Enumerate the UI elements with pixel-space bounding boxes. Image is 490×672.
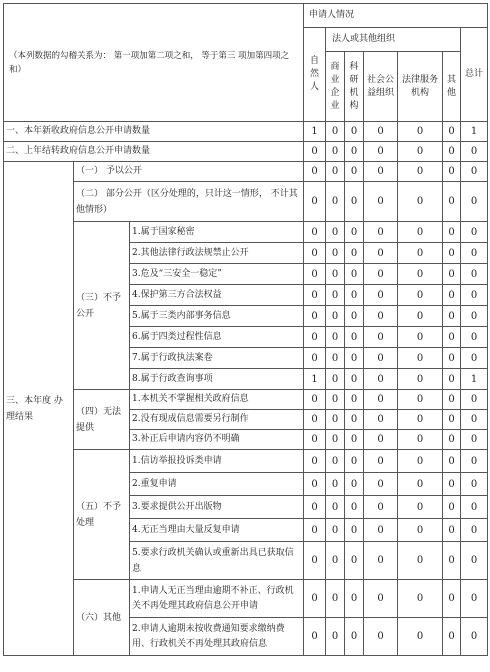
- cell: 0: [304, 222, 326, 243]
- row-label: 3.要求提供公开出版物: [130, 496, 304, 519]
- cell: 0: [345, 243, 364, 264]
- cell: 0: [398, 519, 443, 542]
- row-label: 1.属于国家秘密: [130, 222, 304, 243]
- cell: 0: [443, 542, 461, 580]
- cell: 1: [304, 122, 326, 142]
- cell: 0: [326, 243, 345, 264]
- cell: 0: [326, 580, 345, 618]
- table-row: [4, 162, 488, 182]
- cell: 0: [443, 285, 461, 306]
- cell: 0: [364, 182, 398, 222]
- row-label: 3.补正后申请内容仍不明确: [130, 430, 304, 450]
- cell: 0: [443, 142, 461, 162]
- cell: 0: [443, 162, 461, 182]
- col-natural-person: 自然人: [304, 28, 326, 122]
- row-label: 3.危及“三安全一稳定”: [130, 264, 304, 285]
- cell: 0: [461, 410, 488, 430]
- cell: 0: [398, 222, 443, 243]
- cell: 0: [326, 122, 345, 142]
- cell: 0: [345, 182, 364, 222]
- cell: 0: [461, 580, 488, 618]
- cell: 0: [326, 430, 345, 450]
- table-row: [4, 222, 488, 243]
- cell: 0: [345, 580, 364, 618]
- cell: 0: [364, 264, 398, 285]
- row-label: 4.保护第三方合法权益: [130, 285, 304, 306]
- cell: 0: [461, 618, 488, 656]
- group-4-label: （四）无法提供: [74, 390, 130, 450]
- cell: 0: [304, 618, 326, 656]
- cell: 0: [364, 473, 398, 496]
- row-label: 2.重复申请: [130, 473, 304, 496]
- cell: 0: [304, 519, 326, 542]
- cell: 0: [461, 430, 488, 450]
- cell: 0: [364, 162, 398, 182]
- cell: 0: [364, 519, 398, 542]
- cell: 0: [326, 285, 345, 306]
- cell: 0: [461, 222, 488, 243]
- cell: 0: [443, 430, 461, 450]
- cell: 0: [364, 142, 398, 162]
- cell: 0: [326, 618, 345, 656]
- cell: 0: [326, 182, 345, 222]
- cell: 0: [398, 285, 443, 306]
- cell: 0: [364, 243, 398, 264]
- cell: 0: [364, 542, 398, 580]
- cell: 0: [461, 327, 488, 348]
- cell: 0: [364, 327, 398, 348]
- row-label: 4.无正当理由大量反复申请: [130, 519, 304, 542]
- cell: 0: [398, 122, 443, 142]
- cell: 0: [345, 348, 364, 369]
- row-label: （一） 予以公开: [74, 162, 304, 182]
- col-research: 科研机构: [345, 52, 364, 122]
- cell: 0: [461, 243, 488, 264]
- table-row: [4, 580, 488, 618]
- cell: 0: [304, 542, 326, 580]
- cell: 1: [304, 369, 326, 390]
- cell: 0: [326, 162, 345, 182]
- cell: 0: [398, 430, 443, 450]
- row-label: 8.属于行政查询事项: [130, 369, 304, 390]
- cell: 0: [443, 369, 461, 390]
- cell: 0: [304, 410, 326, 430]
- cell: 1: [461, 369, 488, 390]
- cell: 0: [398, 618, 443, 656]
- cell: 0: [443, 390, 461, 410]
- cell: 0: [443, 410, 461, 430]
- cell: 0: [326, 450, 345, 473]
- cell: 0: [443, 327, 461, 348]
- cell: 0: [398, 580, 443, 618]
- cell: 0: [443, 473, 461, 496]
- cell: 0: [461, 182, 488, 222]
- cell: 0: [398, 182, 443, 222]
- row-label: 二、上年结转政府信息公开申请数量: [4, 142, 304, 162]
- cell: 0: [304, 306, 326, 327]
- cell: 0: [304, 264, 326, 285]
- cell: 0: [345, 369, 364, 390]
- cell: 0: [398, 327, 443, 348]
- cell: 0: [364, 222, 398, 243]
- header-legal-persons: 法人或其他组织: [326, 28, 461, 52]
- cell: 0: [398, 390, 443, 410]
- cell: 0: [443, 122, 461, 142]
- row-label: 1.信访举报投诉类申请: [130, 450, 304, 473]
- cell: 0: [304, 142, 326, 162]
- cell: 0: [304, 390, 326, 410]
- cell: 0: [398, 410, 443, 430]
- cell: 0: [461, 306, 488, 327]
- cell: 0: [443, 450, 461, 473]
- cell: 0: [345, 450, 364, 473]
- cell: 0: [304, 285, 326, 306]
- cell: 0: [364, 348, 398, 369]
- cell: 1: [461, 122, 488, 142]
- header-row-1: [4, 4, 488, 28]
- cell: 0: [326, 542, 345, 580]
- cell: 0: [364, 580, 398, 618]
- table-row: [4, 122, 488, 142]
- cell: 0: [304, 450, 326, 473]
- cell: 0: [326, 327, 345, 348]
- cell: 0: [345, 306, 364, 327]
- cell: 0: [461, 473, 488, 496]
- cell: 0: [443, 519, 461, 542]
- group-5-label: （五）不予处理: [74, 450, 130, 580]
- group-3-label: （三）不予公开: [74, 222, 130, 390]
- cell: 0: [345, 496, 364, 519]
- cell: 0: [326, 306, 345, 327]
- cell: 0: [398, 243, 443, 264]
- cell: 0: [326, 222, 345, 243]
- cell: 0: [364, 410, 398, 430]
- cell: 0: [443, 264, 461, 285]
- cell: 0: [345, 390, 364, 410]
- cell: 0: [443, 618, 461, 656]
- cell: 0: [304, 243, 326, 264]
- disclosure-table: [3, 3, 488, 656]
- cell: 0: [364, 369, 398, 390]
- group-6-label: （六）其他: [74, 580, 130, 656]
- row-label: 5.属于三类内部事务信息: [130, 306, 304, 327]
- cell: 0: [443, 580, 461, 618]
- col-public-welfare: 社会公益组织: [364, 52, 398, 122]
- cell: 0: [398, 162, 443, 182]
- cell: 0: [398, 473, 443, 496]
- cell: 0: [443, 306, 461, 327]
- cell: 0: [398, 496, 443, 519]
- cell: 0: [443, 496, 461, 519]
- cell: 0: [461, 264, 488, 285]
- row-label: 2.没有现成信息需要另行制作: [130, 410, 304, 430]
- cell: 0: [461, 450, 488, 473]
- cell: 0: [326, 473, 345, 496]
- col-legal-service: 法律服务机构: [398, 52, 443, 122]
- row-label: 6.属于四类过程性信息: [130, 327, 304, 348]
- cell: 0: [326, 519, 345, 542]
- cell: 0: [398, 542, 443, 580]
- cell: 0: [345, 162, 364, 182]
- row-label: 2.其他法律行政法规禁止公开: [130, 243, 304, 264]
- row-label: 2.申请人逾期未按收费通知要求缴纳费用、行政机关不再处理其政府信息: [130, 618, 304, 656]
- row-label: 一、本年新收政府信息公开申请数量: [4, 122, 304, 142]
- cell: 0: [443, 243, 461, 264]
- cell: 0: [364, 618, 398, 656]
- section-3-label: 三、本年度 办理结果: [4, 162, 74, 656]
- cell: 0: [345, 430, 364, 450]
- cell: 0: [345, 327, 364, 348]
- cell: 0: [345, 122, 364, 142]
- cell: 0: [326, 496, 345, 519]
- cell: 0: [345, 542, 364, 580]
- table-row: [4, 390, 488, 410]
- cell: 0: [398, 348, 443, 369]
- cell: 0: [398, 264, 443, 285]
- cell: 0: [345, 473, 364, 496]
- cell: 0: [345, 410, 364, 430]
- cell: 0: [364, 430, 398, 450]
- row-label: 1.本机关不掌握相关政府信息: [130, 390, 304, 410]
- cell: 0: [461, 285, 488, 306]
- cell: 0: [364, 306, 398, 327]
- cell: 0: [364, 390, 398, 410]
- cell: 0: [364, 450, 398, 473]
- cell: 0: [345, 222, 364, 243]
- cell: 0: [345, 142, 364, 162]
- col-total: 总计: [461, 28, 488, 122]
- cell: 0: [398, 142, 443, 162]
- cell: 0: [326, 390, 345, 410]
- cell: 0: [461, 519, 488, 542]
- cell: 0: [304, 496, 326, 519]
- cell: 0: [345, 519, 364, 542]
- row-label: 5.要求行政机关确认或重新出具已获取信息: [130, 542, 304, 580]
- cell: 0: [461, 142, 488, 162]
- header-note: （本列数据的勾稽关系为： 第一项加第二项之和， 等于第三 项加第四项之和）: [4, 4, 304, 122]
- cell: 0: [398, 306, 443, 327]
- cell: 0: [304, 162, 326, 182]
- cell: 0: [326, 348, 345, 369]
- cell: 0: [326, 142, 345, 162]
- cell: 0: [443, 222, 461, 243]
- table-row: [4, 182, 488, 222]
- cell: 0: [326, 410, 345, 430]
- cell: 0: [443, 348, 461, 369]
- cell: 0: [326, 369, 345, 390]
- row-label: （二） 部分公开（区分处理的，只计这一情形， 不计其他情形）: [74, 182, 304, 222]
- col-other: 其他: [443, 52, 461, 122]
- cell: 0: [461, 162, 488, 182]
- cell: 0: [304, 182, 326, 222]
- cell: 0: [304, 348, 326, 369]
- cell: 0: [461, 390, 488, 410]
- cell: 0: [364, 122, 398, 142]
- cell: 0: [345, 264, 364, 285]
- table-row: [4, 450, 488, 473]
- cell: 0: [364, 496, 398, 519]
- cell: 0: [304, 580, 326, 618]
- cell: 0: [345, 285, 364, 306]
- cell: 0: [345, 618, 364, 656]
- cell: 0: [304, 327, 326, 348]
- cell: 0: [304, 473, 326, 496]
- cell: 0: [364, 285, 398, 306]
- cell: 0: [326, 264, 345, 285]
- row-label: 7.属于行政执法案卷: [130, 348, 304, 369]
- cell: 0: [461, 542, 488, 580]
- cell: 0: [461, 348, 488, 369]
- header-applicant-status: 申请人情况: [304, 4, 488, 28]
- cell: 0: [443, 182, 461, 222]
- table-row: [4, 142, 488, 162]
- cell: 0: [461, 496, 488, 519]
- col-business: 商业企业: [326, 52, 345, 122]
- cell: 0: [398, 369, 443, 390]
- row-label: 1.申请人无正当理由逾期不补正、行政机关不再处理其政府信息公开申请: [130, 580, 304, 618]
- cell: 0: [398, 450, 443, 473]
- cell: 0: [304, 430, 326, 450]
